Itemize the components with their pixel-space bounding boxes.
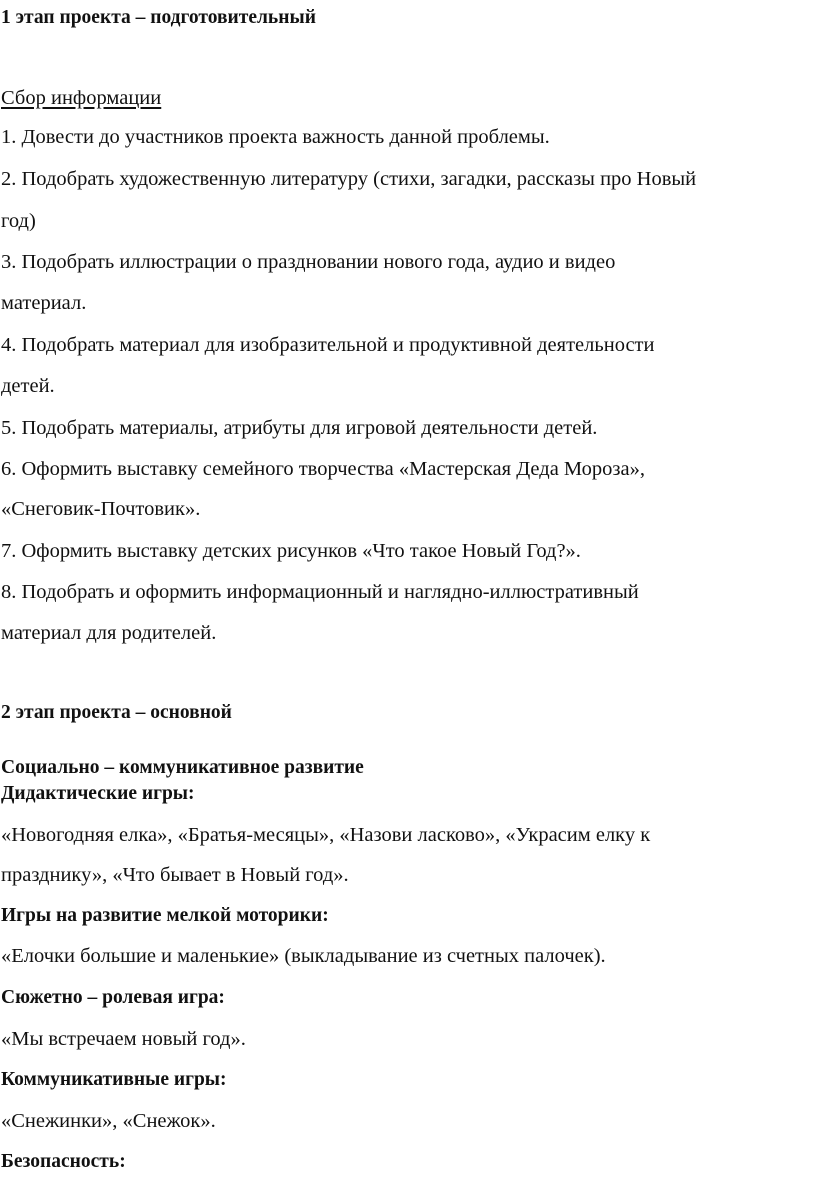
role-play-text: «Мы встречаем новый год».: [1, 1028, 246, 1050]
didactic-games-line-1: «Новогодняя елка», «Братья-месяцы», «Назови ласково», «Украсим елку к: [1, 824, 651, 846]
stage1-line-4: 3. Подобрать иллюстрации о праздновании нового года, аудио и видео: [1, 251, 616, 273]
stage1-line-2: 2. Подобрать художественную литературу (стихи, загадки, рассказы про Новый: [1, 168, 697, 190]
role-play-title: Сюжетно – ролевая игра:: [1, 987, 225, 1008]
stage1-line-7: детей.: [1, 375, 55, 397]
stage1-line-6: 4. Подобрать материал для изобразительной и продуктивной деятельности: [1, 334, 655, 356]
communicative-games-text: «Снежинки», «Снежок».: [1, 1110, 216, 1132]
communicative-games-title: Коммуникативные игры:: [1, 1069, 227, 1090]
stage2-section-title: Социально – коммуникативное развитие: [1, 757, 364, 778]
stage1-line-5: материал.: [1, 292, 87, 314]
stage1-title: 1 этап проекта – подготовительный: [1, 7, 316, 28]
stage1-line-12: 8. Подобрать и оформить информационный и наглядно-иллюстративный: [1, 581, 639, 603]
didactic-games-title: Дидактические игры:: [1, 783, 195, 804]
safety-title: Безопасность:: [1, 1151, 126, 1172]
stage1-line-3: год): [1, 210, 36, 232]
motor-games-title: Игры на развитие мелкой моторики:: [1, 905, 329, 926]
stage1-line-13: материал для родителей.: [1, 622, 217, 644]
motor-games-text: «Елочки большие и маленькие» (выкладывание из счетных палочек).: [1, 945, 606, 967]
stage1-section-title: Сбор информации: [1, 87, 162, 109]
stage1-line-8: 5. Подобрать материалы, атрибуты для игровой деятельности детей.: [1, 417, 598, 439]
stage1-line-10: «Снеговик-Почтовик».: [1, 498, 201, 520]
stage2-title: 2 этап проекта – основной: [1, 702, 232, 723]
didactic-games-line-2: празднику», «Что бывает в Новый год».: [1, 864, 349, 886]
stage1-line-11: 7. Оформить выставку детских рисунков «Что такое Новый Год?».: [1, 540, 581, 562]
stage1-line-1: 1. Довести до участников проекта важность данной проблемы.: [1, 126, 550, 148]
stage1-line-9: 6. Оформить выставку семейного творчества «Мастерская Деда Мороза»,: [1, 458, 645, 480]
